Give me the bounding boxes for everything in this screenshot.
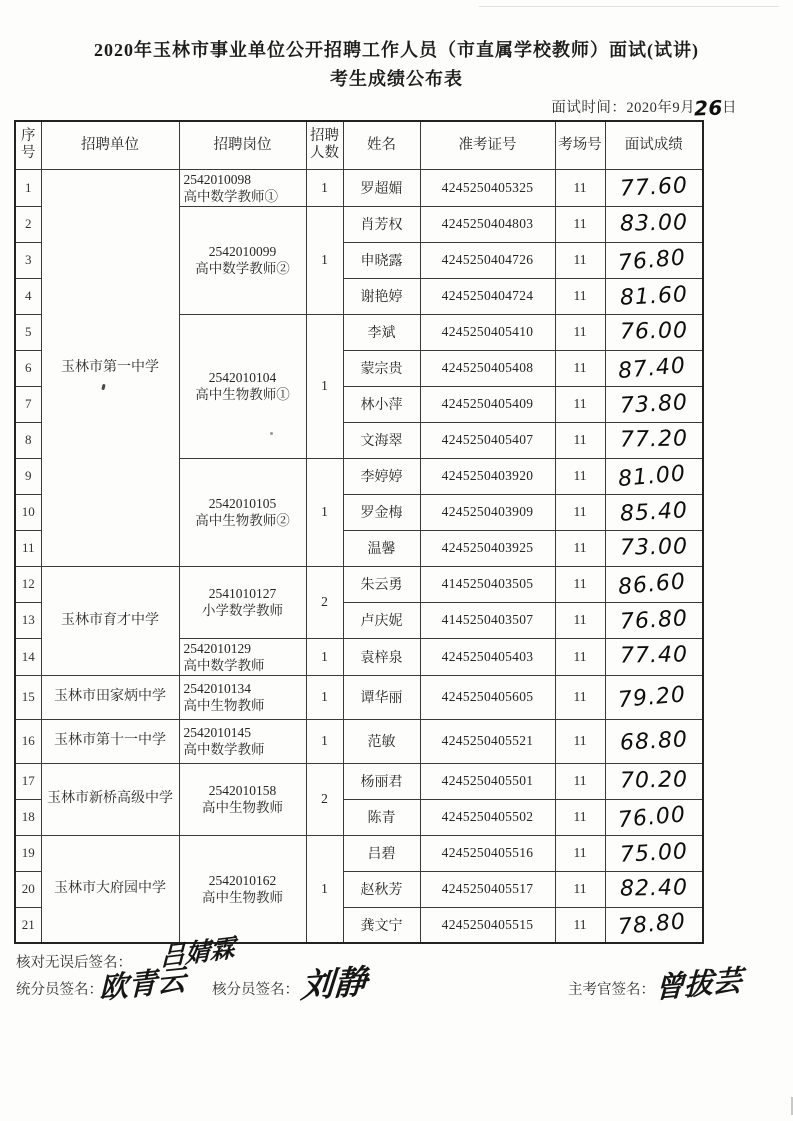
score-cell: 76.80: [605, 602, 703, 638]
score-cell: 85.40: [605, 494, 703, 530]
ticket-cell: 4245250404724: [420, 278, 555, 314]
row-seq: 4: [15, 278, 41, 314]
name-cell: 朱云勇: [343, 566, 420, 602]
ticket-cell: 4245250403909: [420, 494, 555, 530]
room-cell: 11: [555, 602, 605, 638]
room-cell: 11: [555, 350, 605, 386]
scan-artifact-line: [479, 6, 779, 7]
name-cell: 罗超媚: [343, 169, 420, 206]
check-signature-line: [16, 933, 742, 972]
stats-signature-label: 统分员签名：: [16, 981, 103, 998]
row-seq: 9: [15, 458, 41, 494]
name-cell: 卢庆妮: [343, 602, 420, 638]
row-seq: 14: [15, 638, 41, 675]
ticket-cell: 4245250405407: [420, 422, 555, 458]
name-cell: 温馨: [343, 530, 420, 566]
score-cell: 78.80: [605, 907, 703, 943]
room-cell: 11: [555, 871, 605, 907]
position-cell: 2542010134 高中生物教师: [179, 675, 306, 719]
row-seq: 11: [15, 530, 41, 566]
unit-cell: 玉林市第十一中学: [41, 719, 179, 763]
table-header-row: [15, 121, 703, 169]
ticket-cell: 4245250405517: [420, 871, 555, 907]
room-cell: 11: [555, 835, 605, 871]
chief-signature-handwriting: 曾拔芸: [654, 962, 743, 1005]
score-cell: 76.00: [605, 799, 703, 835]
position-cell: 2542010104 高中生物教师①: [179, 314, 306, 458]
score-cell: 77.40: [605, 638, 703, 675]
ticket-cell: 4245250405515: [420, 907, 555, 943]
position-cell: 2542010145 高中数学教师: [179, 719, 306, 763]
ticket-cell: 4245250405605: [420, 675, 555, 719]
check-signature-label: 核对无误后签名：: [16, 955, 132, 971]
count-cell: 2: [306, 763, 343, 835]
count-cell: 1: [306, 206, 343, 314]
name-cell: 袁梓泉: [343, 638, 420, 675]
name-cell: 龚文宁: [343, 907, 420, 943]
verify-signature-label: 核分员签名：: [212, 981, 300, 998]
header-room: 考场号: [555, 121, 605, 169]
position-cell: 2542010105 高中生物教师②: [179, 458, 306, 566]
stray-pen-mark: [101, 383, 105, 390]
interview-date-label: 面试时间：: [551, 100, 627, 116]
ticket-cell: 4245250405410: [420, 314, 555, 350]
score-cell: 81.60: [605, 278, 703, 314]
count-cell: 1: [306, 169, 343, 206]
unit-cell: 玉林市育才中学: [41, 566, 179, 675]
row-seq: 16: [15, 719, 41, 763]
name-cell: 吕碧: [343, 835, 420, 871]
table-row: [15, 835, 703, 871]
name-cell: 文海翠: [343, 422, 420, 458]
room-cell: 11: [555, 169, 605, 206]
name-cell: 林小萍: [343, 386, 420, 422]
name-cell: 谭华丽: [343, 675, 420, 719]
name-cell: 杨丽君: [343, 763, 420, 799]
row-seq: 1: [15, 169, 41, 206]
name-cell: 李婷婷: [343, 458, 420, 494]
interview-date-suffix: 日: [722, 100, 737, 116]
room-cell: 11: [555, 206, 605, 242]
position-cell: 2542010098 高中数学教师①: [179, 169, 306, 206]
name-cell: 李斌: [343, 314, 420, 350]
row-seq: 12: [15, 566, 41, 602]
row-seq: 21: [15, 907, 41, 943]
name-cell: 肖芳权: [343, 206, 420, 242]
header-score: 面试成绩: [605, 121, 703, 169]
count-cell: 1: [306, 675, 343, 719]
room-cell: 11: [555, 675, 605, 719]
row-seq: 17: [15, 763, 41, 799]
name-cell: 蒙宗贵: [343, 350, 420, 386]
room-cell: 11: [555, 242, 605, 278]
check-signature-handwriting: 吕婧霖: [160, 933, 235, 972]
room-cell: 11: [555, 458, 605, 494]
table-row: [15, 169, 703, 206]
name-cell: 范敏: [343, 719, 420, 763]
table-row: [15, 675, 703, 719]
room-cell: 11: [555, 763, 605, 799]
count-cell: 1: [306, 638, 343, 675]
ticket-cell: 4245250404726: [420, 242, 555, 278]
row-seq: 6: [15, 350, 41, 386]
chief-signature-label: 主考官签名：: [567, 981, 655, 998]
name-cell: 罗金梅: [343, 494, 420, 530]
ticket-cell: 4245250405408: [420, 350, 555, 386]
room-cell: 11: [555, 386, 605, 422]
count-cell: 1: [306, 314, 343, 458]
count-cell: 2: [306, 566, 343, 638]
room-cell: 11: [555, 638, 605, 675]
position-cell: 2542010158 高中生物教师: [179, 763, 306, 835]
ticket-cell: 4245250405403: [420, 638, 555, 675]
header-unit: 招聘单位: [41, 121, 179, 169]
table-row: [15, 719, 703, 763]
score-cell: 75.00: [605, 835, 703, 871]
score-cell: 68.80: [605, 719, 703, 763]
room-cell: 11: [555, 530, 605, 566]
header-count: 招聘人数: [306, 121, 343, 169]
unit-cell: 玉林市大府园中学: [41, 835, 179, 943]
signature-footer: [16, 933, 743, 1008]
ticket-cell: 4245250405501: [420, 763, 555, 799]
room-cell: 11: [555, 907, 605, 943]
position-cell: 2542010162 高中生物教师: [179, 835, 306, 943]
interview-date-line: [551, 95, 737, 121]
header-ticket: 准考证号: [420, 121, 555, 169]
header-name: 姓名: [343, 121, 420, 169]
table-row: [15, 566, 703, 602]
row-seq: 19: [15, 835, 41, 871]
row-seq: 8: [15, 422, 41, 458]
unit-cell: 玉林市田家炳中学: [41, 675, 179, 719]
title-line-2: 考生成绩公布表: [330, 69, 463, 89]
row-seq: 5: [15, 314, 41, 350]
row-seq: 20: [15, 871, 41, 907]
ticket-cell: 4245250405502: [420, 799, 555, 835]
header-seq: 序号: [15, 121, 41, 169]
position-cell: 2542010099 高中数学教师②: [179, 206, 306, 314]
verify-signature-handwriting: 刘静: [299, 961, 369, 1005]
score-cell: 86.60: [605, 566, 703, 602]
unit-cell: 玉林市第一中学: [41, 169, 179, 566]
score-cell: 79.20: [605, 675, 703, 719]
count-cell: 1: [306, 719, 343, 763]
count-cell: 1: [306, 458, 343, 566]
position-cell: 2541010127 小学数学教师: [179, 566, 306, 638]
interview-date-handwritten-day: 26: [693, 95, 724, 121]
table-row: [15, 763, 703, 799]
row-seq: 2: [15, 206, 41, 242]
room-cell: 11: [555, 422, 605, 458]
score-cell: 82.40: [605, 871, 703, 907]
room-cell: 11: [555, 278, 605, 314]
ticket-cell: 4245250405516: [420, 835, 555, 871]
chief-signature-group: [567, 962, 743, 1005]
count-cell: 1: [306, 835, 343, 943]
ticket-cell: 4245250405325: [420, 169, 555, 206]
title-line-1: 2020年玉林市事业单位公开招聘工作人员（市直属学校教师）面试(试讲): [94, 40, 699, 60]
ticket-cell: 4245250404803: [420, 206, 555, 242]
score-cell: 70.20: [605, 763, 703, 799]
score-cell: 77.60: [605, 169, 703, 206]
position-cell: 2542010129 高中数学教师: [179, 638, 306, 675]
score-cell: 76.00: [605, 314, 703, 350]
ticket-cell: 4245250405521: [420, 719, 555, 763]
ticket-cell: 4245250403925: [420, 530, 555, 566]
name-cell: 谢艳婷: [343, 278, 420, 314]
score-cell: 81.00: [605, 458, 703, 494]
room-cell: 11: [555, 799, 605, 835]
score-cell: 73.80: [605, 386, 703, 422]
score-cell: 83.00: [605, 206, 703, 242]
document-title: [0, 36, 793, 94]
header-position: 招聘岗位: [179, 121, 306, 169]
row-seq: 13: [15, 602, 41, 638]
score-cell: 77.20: [605, 422, 703, 458]
row-seq: 18: [15, 799, 41, 835]
verify-signature-group: [212, 961, 369, 1005]
room-cell: 11: [555, 566, 605, 602]
row-seq: 15: [15, 675, 41, 719]
row-seq: 10: [15, 494, 41, 530]
ticket-cell: 4245250403920: [420, 458, 555, 494]
room-cell: 11: [555, 314, 605, 350]
ticket-cell: 4145250403505: [420, 566, 555, 602]
ticket-cell: 4145250403507: [420, 602, 555, 638]
name-cell: 陈青: [343, 799, 420, 835]
unit-cell: 玉林市新桥高级中学: [41, 763, 179, 835]
interview-date-printed: 2020年9月: [626, 100, 696, 116]
ticket-cell: 4245250405409: [420, 386, 555, 422]
score-cell: 87.40: [605, 350, 703, 386]
name-cell: 申晓露: [343, 242, 420, 278]
room-cell: 11: [555, 494, 605, 530]
name-cell: 赵秋芳: [343, 871, 420, 907]
row-seq: 7: [15, 386, 41, 422]
results-table-body: [15, 169, 703, 943]
score-cell: 76.80: [605, 242, 703, 278]
row-seq: 3: [15, 242, 41, 278]
stats-signature-handwriting: 欧青云: [99, 961, 186, 1006]
score-cell: 73.00: [605, 530, 703, 566]
room-cell: 11: [555, 719, 605, 763]
score-table: [14, 120, 704, 944]
